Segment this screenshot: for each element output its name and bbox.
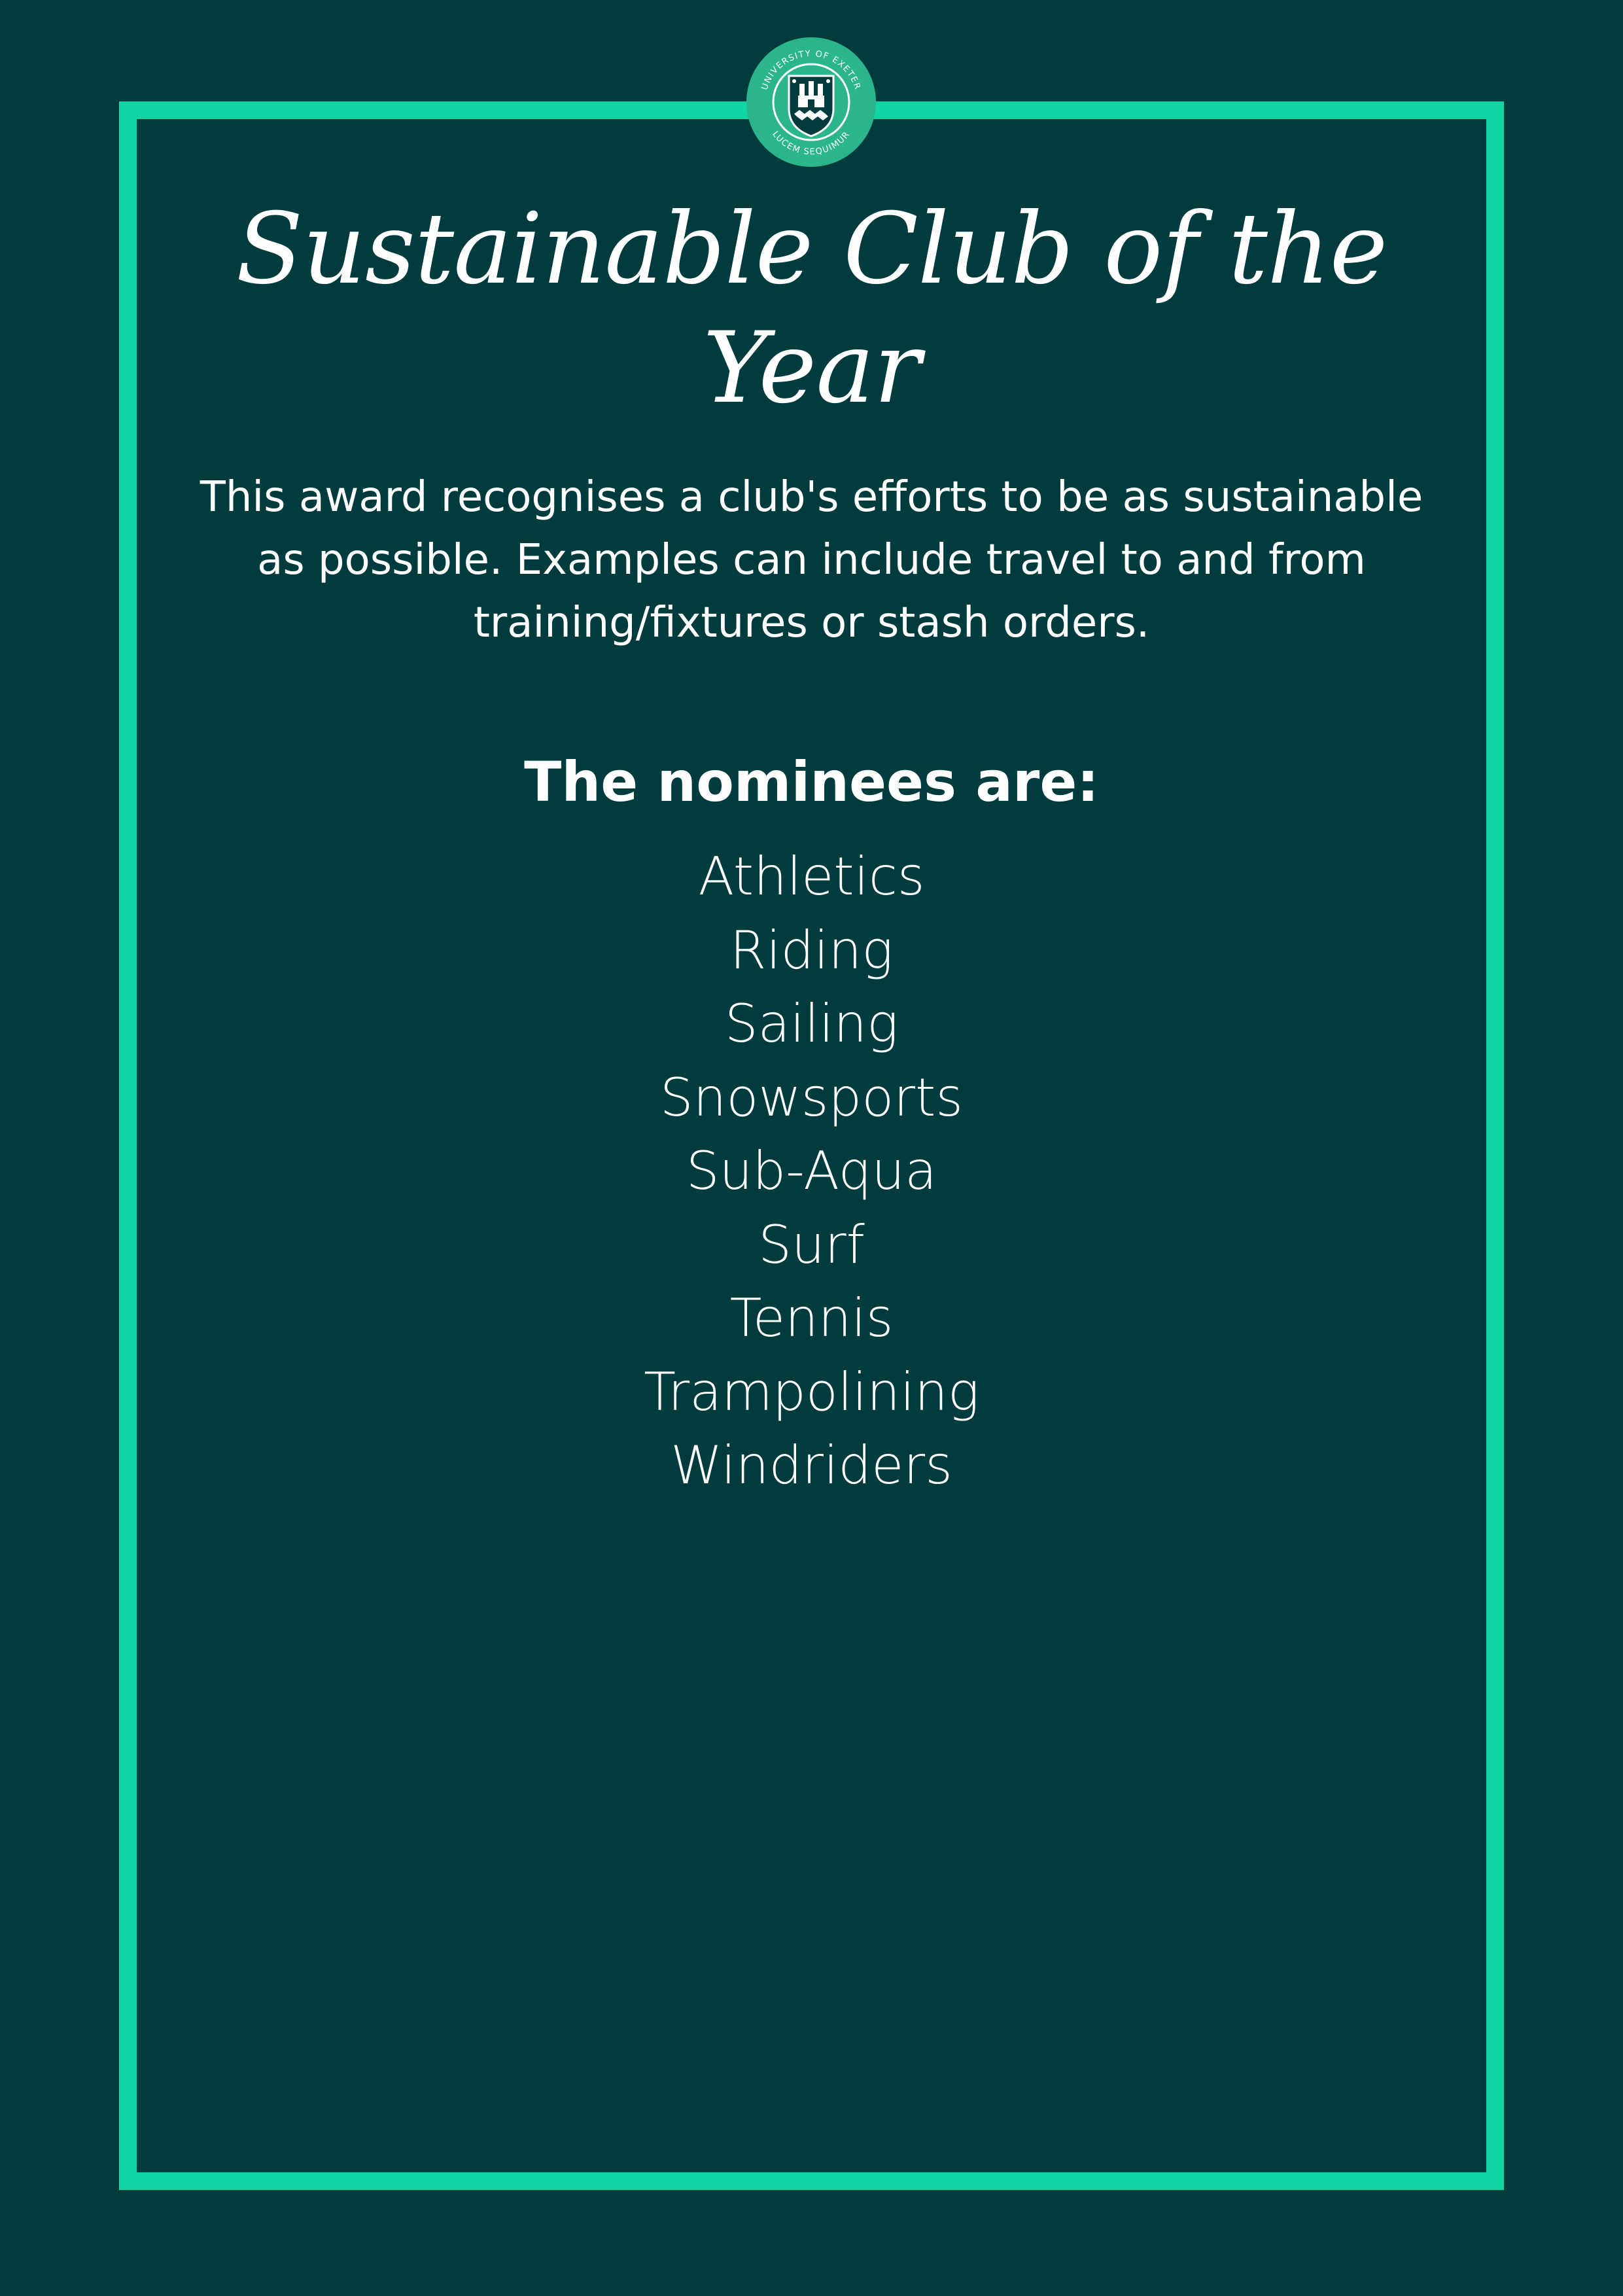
nominee-item: Riding	[729, 919, 894, 981]
nominee-item: Sub-Aqua	[686, 1140, 937, 1201]
nominee-item: Tennis	[729, 1288, 894, 1349]
award-description-line-2: as possible. Examples can include travel to and from	[257, 536, 1366, 584]
award-description-line-1: This award recognises a club's efforts to be as sustainable	[200, 473, 1423, 521]
svg-text:UNIVERSITY OF EXETER: UNIVERSITY OF EXETER	[759, 48, 863, 92]
nominee-item: Sailing	[724, 993, 899, 1054]
university-crest-logo	[746, 37, 877, 168]
svg-text:LUCEM SEQUIMUR: LUCEM SEQUIMUR	[770, 129, 852, 158]
nominee-item: Trampolining	[644, 1361, 979, 1422]
nominee-item: Surf	[758, 1214, 865, 1275]
award-description-line-3: training/fixtures or stash orders.	[473, 599, 1150, 647]
award-title	[164, 190, 1459, 428]
award-title-line-2: Year	[703, 311, 920, 425]
nominee-list	[196, 840, 1427, 1503]
award-title-line-1: Sustainable Club of the	[236, 192, 1387, 306]
nominee-item: Windriders	[671, 1435, 952, 1496]
nominee-item: Snowsports	[659, 1067, 964, 1128]
nominees-heading: The nominees are:	[524, 750, 1099, 814]
award-description	[196, 466, 1427, 654]
nominee-item: Athletics	[698, 846, 925, 907]
